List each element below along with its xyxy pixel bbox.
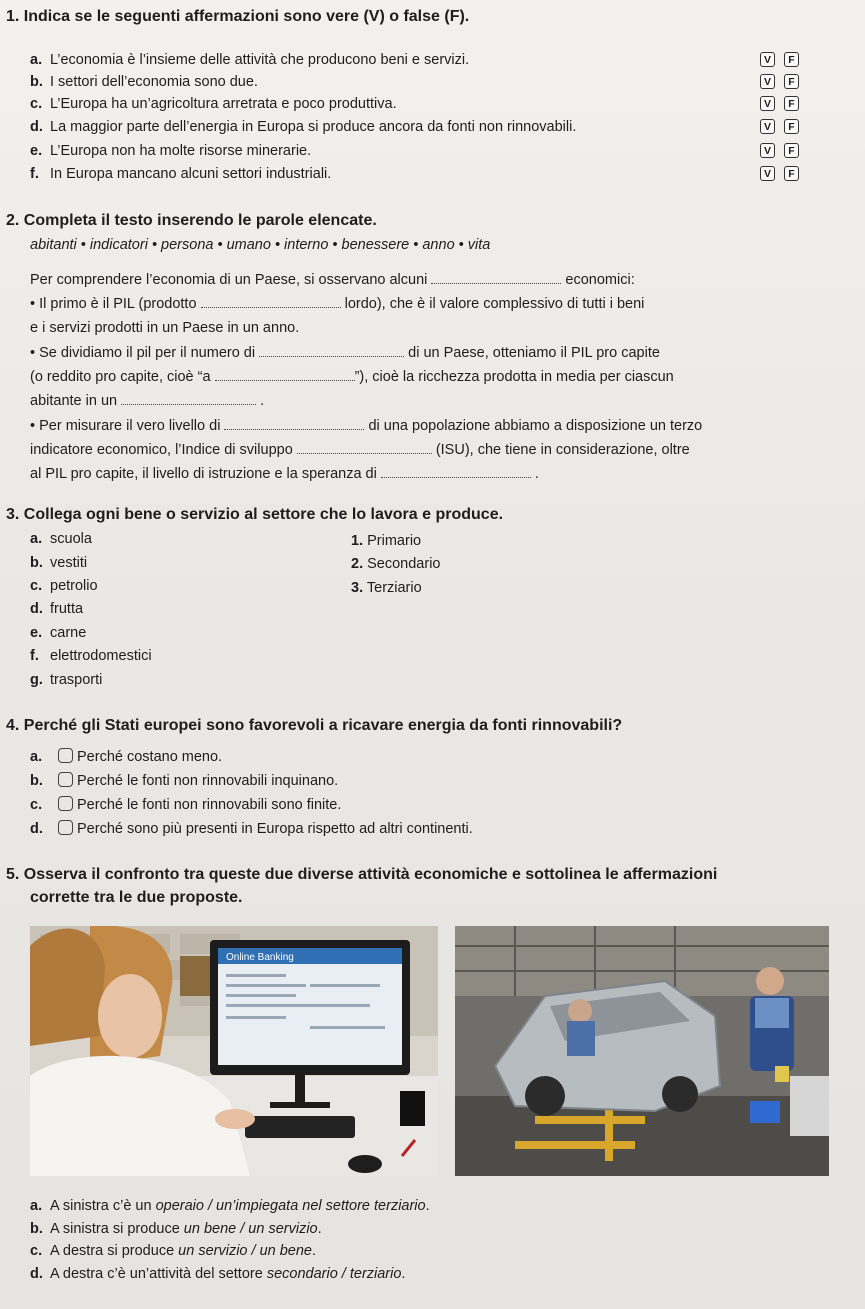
q1-item-d: d. La maggior parte dell’energia in Europa si produce ancora da fonti non rinnovabili. xyxy=(30,119,577,135)
q1-item-b-vf[interactable] xyxy=(760,74,799,89)
q1-item-c-vf[interactable] xyxy=(760,96,799,111)
q5-title-line-2: corrette tra le due proposte. xyxy=(30,889,243,906)
q4-option-a[interactable]: a. Perché costano meno. xyxy=(30,749,223,765)
q1-item-a-vf[interactable] xyxy=(760,52,799,67)
q4-option-c[interactable]: c. Perché le fonti non rinnovabili sono finite. xyxy=(30,797,342,813)
q3-sector-1[interactable]: 1. Primario xyxy=(351,533,422,549)
blank-2[interactable] xyxy=(201,296,341,308)
q3-good-a[interactable]: a. scuola xyxy=(30,531,92,547)
q2-line-7: • Per misurare il vero livello di di una popolazione abbiamo a disposizione un terzo xyxy=(30,418,703,434)
blank-8[interactable] xyxy=(381,466,531,478)
true-box[interactable]: V xyxy=(760,52,775,67)
blank-6[interactable] xyxy=(224,418,364,430)
false-box[interactable]: F xyxy=(784,119,799,134)
true-box[interactable]: V xyxy=(760,96,775,111)
q3-good-e[interactable]: e. carne xyxy=(30,625,87,641)
blank-4[interactable] xyxy=(215,369,355,381)
car-factory-photo xyxy=(455,926,829,1176)
q5-title-line-1: 5. Osserva il confronto tra queste due diverse attività economiche e sottolinea le affermazioni xyxy=(6,866,718,883)
false-box[interactable]: F xyxy=(784,143,799,158)
q4-option-b[interactable]: b. Perché le fonti non rinnovabili inquinano. xyxy=(30,773,339,789)
checkbox[interactable] xyxy=(58,820,73,835)
q1-item-a: a. L’economia è l’insieme delle attività che producono beni e servizi. xyxy=(30,52,470,68)
q3-sector-3[interactable]: 3. Terziario xyxy=(351,580,422,596)
true-box[interactable]: V xyxy=(760,119,775,134)
q3-sector-2[interactable]: 2. Secondario xyxy=(351,556,441,572)
q1-item-e: e. L’Europa non ha molte risorse minerarie. xyxy=(30,143,312,159)
q3-good-c[interactable]: c. petrolio xyxy=(30,578,98,594)
q2-line-9: al PIL pro capite, il livello di istruzione e la speranza di . xyxy=(30,466,539,482)
false-box[interactable]: F xyxy=(784,166,799,181)
q2-line-4: • Se dividiamo il pil per il numero di di un Paese, otteniamo il PIL pro capite xyxy=(30,345,660,361)
q2-line-3: e i servizi prodotti in un Paese in un anno. xyxy=(30,320,300,336)
q3-good-g[interactable]: g. trasporti xyxy=(30,672,103,688)
office-worker-photo xyxy=(30,926,438,1176)
office-worker-illustration xyxy=(30,926,438,1176)
q4-title: 4. Perché gli Stati europei sono favorevoli a ricavare energia da fonti rinnovabili? xyxy=(6,717,623,734)
q2-line-2: • Il primo è il PIL (prodotto lordo), che è il valore complessivo di tutti i beni xyxy=(30,296,645,312)
q5-item-a-options[interactable]: operaio / un’impiegata nel settore terziario xyxy=(155,1198,426,1214)
q2-line-1: Per comprendere l’economia di un Paese, si osservano alcuni economici: xyxy=(30,272,635,288)
q1-item-c: c. L’Europa ha un’agricoltura arretrata e poco produttiva. xyxy=(30,96,397,112)
q1-item-f: f. In Europa mancano alcuni settori industriali. xyxy=(30,166,332,182)
blank-5[interactable] xyxy=(121,393,256,405)
checkbox[interactable] xyxy=(58,796,73,811)
q3-good-d[interactable]: d. frutta xyxy=(30,601,84,617)
false-box[interactable]: F xyxy=(784,74,799,89)
q2-line-8: indicatore economico, l’Indice di sviluppo (ISU), che tiene in considerazione, oltre xyxy=(30,442,690,458)
q2-line-5: (o reddito pro capite, cioè “a ”), cioè la ricchezza prodotta in media per ciascun xyxy=(30,369,674,385)
q3-good-f[interactable]: f. elettrodomestici xyxy=(30,648,152,664)
blank-7[interactable] xyxy=(297,442,432,454)
q2-line-6: abitante in un . xyxy=(30,393,265,409)
checkbox[interactable] xyxy=(58,748,73,763)
q1-item-f-vf[interactable] xyxy=(760,166,799,181)
q2-title: 2. Completa il testo inserendo le parole elencate. xyxy=(6,212,377,229)
q3-title: 3. Collega ogni bene o servizio al settore che lo lavora e produce. xyxy=(6,506,504,523)
q4-option-d[interactable]: d. Perché sono più presenti in Europa rispetto ad altri continenti. xyxy=(30,821,473,837)
q5-item-c-options[interactable]: un servizio / un bene xyxy=(178,1243,312,1259)
false-box[interactable]: F xyxy=(784,96,799,111)
q2-word-list: abitanti • indicatori • persona • umano • interno • benessere • anno • vita xyxy=(30,237,491,253)
car-factory-illustration xyxy=(455,926,829,1176)
true-box[interactable]: V xyxy=(760,74,775,89)
q1-item-e-vf[interactable] xyxy=(760,143,799,158)
q5-item-b: b. A sinistra si produce un bene / un servizio. xyxy=(30,1221,322,1237)
q5-item-b-options[interactable]: un bene / un servizio xyxy=(183,1221,318,1237)
q5-item-d-options[interactable]: secondario / terziario xyxy=(266,1266,402,1282)
screen-title: Online Banking xyxy=(226,952,294,963)
checkbox[interactable] xyxy=(58,772,73,787)
true-box[interactable]: V xyxy=(760,143,775,158)
q5-item-d: d. A destra c’è un’attività del settore secondario / terziario. xyxy=(30,1266,406,1282)
q5-item-c: c. A destra si produce un servizio / un bene. xyxy=(30,1243,317,1259)
true-box[interactable]: V xyxy=(760,166,775,181)
blank-1[interactable] xyxy=(431,272,561,284)
false-box[interactable]: F xyxy=(784,52,799,67)
q3-good-b[interactable]: b. vestiti xyxy=(30,555,88,571)
q5-item-a: a. A sinistra c’è un operaio / un’impiegata nel settore terziario. xyxy=(30,1198,430,1214)
q1-item-d-vf[interactable] xyxy=(760,119,799,134)
q1-item-b: b. I settori dell’economia sono due. xyxy=(30,74,258,90)
q1-title: 1. Indica se le seguenti affermazioni sono vere (V) o false (F). xyxy=(6,8,470,25)
blank-3[interactable] xyxy=(259,345,404,357)
